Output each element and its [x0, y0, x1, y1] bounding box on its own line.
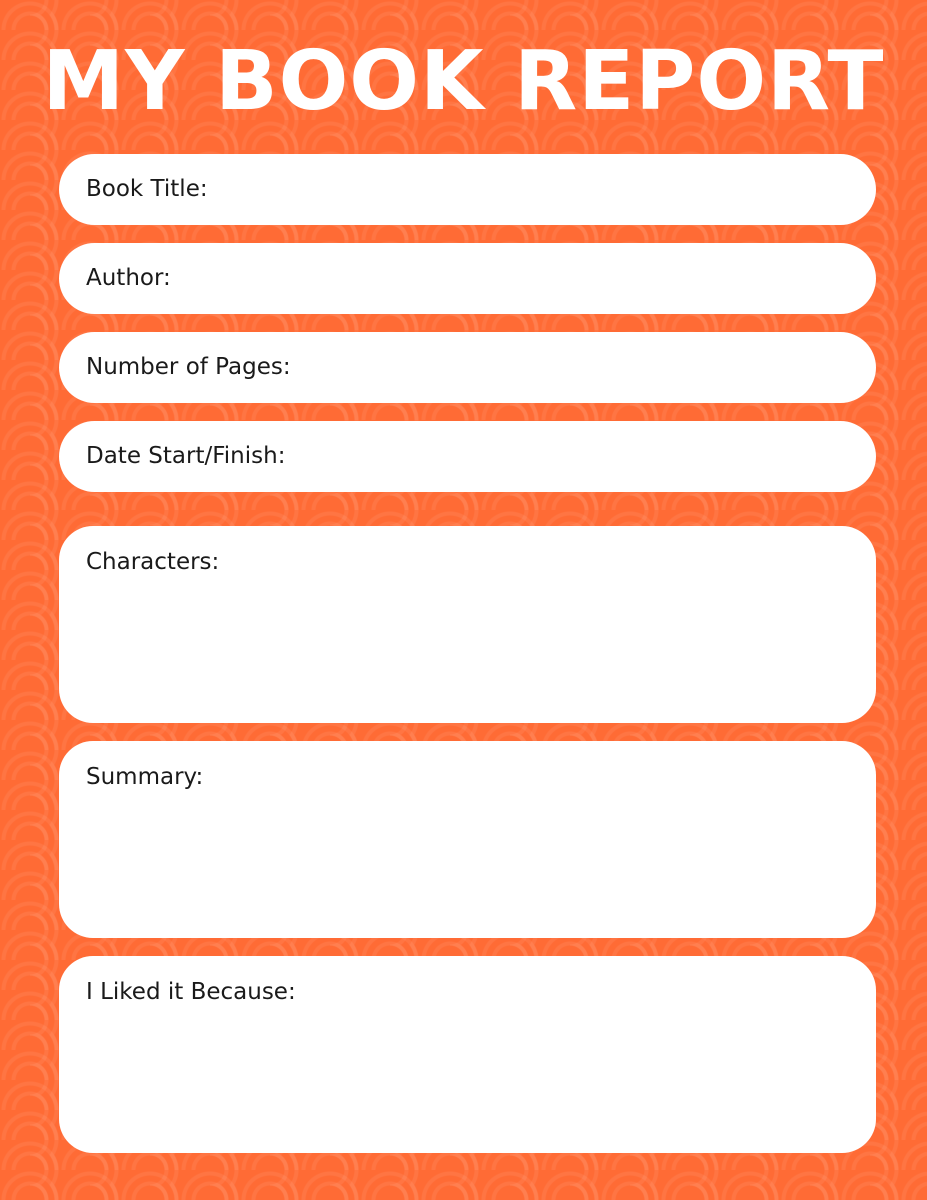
characters-label: Characters: [86, 549, 220, 575]
date-start-finish-field[interactable] [59, 421, 876, 492]
book-title-field[interactable] [59, 154, 876, 225]
date-start-finish-label: Date Start/Finish: [86, 443, 286, 469]
number-of-pages-field[interactable] [59, 332, 876, 403]
liked-it-because-label: I Liked it Because: [86, 979, 296, 1005]
page-title: MY BOOK REPORT [42, 34, 885, 129]
number-of-pages-label: Number of Pages: [86, 354, 291, 380]
book-title-label: Book Title: [86, 176, 208, 202]
characters-field[interactable] [59, 526, 876, 723]
liked-it-because-field[interactable] [59, 956, 876, 1153]
author-label: Author: [86, 265, 171, 291]
author-field[interactable] [59, 243, 876, 314]
summary-field[interactable] [59, 741, 876, 938]
summary-label: Summary: [86, 764, 204, 790]
